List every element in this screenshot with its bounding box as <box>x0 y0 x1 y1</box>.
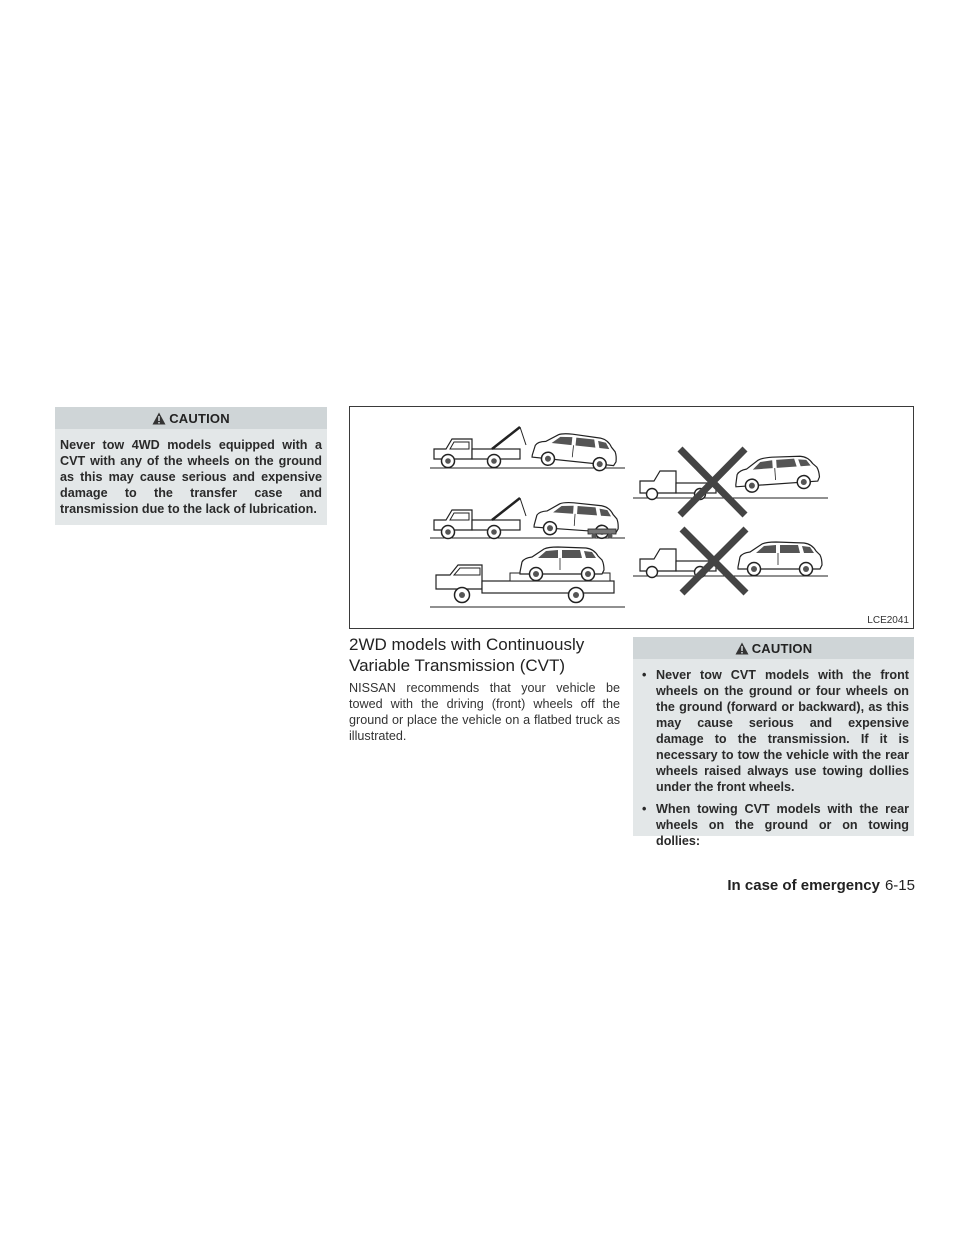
caution-header <box>55 407 327 429</box>
bullet-marker: • <box>642 802 647 816</box>
page-number: 6-15 <box>884 877 915 894</box>
list-item <box>638 667 909 795</box>
warning-icon <box>735 642 749 655</box>
warning-icon <box>152 412 166 425</box>
caution-header <box>633 637 914 659</box>
caution-text: Never tow 4WD models equipped with a CVT with any of the wheels on the ground as this may cause serious and expensive damage to the transfer case and transmission due to the lack of lubrication. <box>60 438 322 516</box>
caution-bullets <box>633 659 914 861</box>
list-item <box>638 801 909 849</box>
bullet-marker: • <box>642 668 647 682</box>
bullet-text: When towing CVT models with the rear wheels on the ground or on towing dollies: <box>656 802 909 848</box>
page-footer <box>727 877 915 894</box>
caution-box-cvt <box>633 637 914 848</box>
caution-box-4wd <box>55 407 327 525</box>
caution-title: CAUTION <box>751 640 813 656</box>
caution-title: CAUTION <box>169 410 230 426</box>
footer-section: In case of emergency <box>727 877 880 894</box>
figure-code: LCE2041 <box>867 615 909 626</box>
section-heading: 2WD models with Continuously Variable Transmission (CVT) <box>349 635 585 675</box>
towing-illustration <box>349 406 914 629</box>
bullet-text: Never tow CVT models with the front wheels on the ground or four wheels on the ground (forward or backward), as this may cause serious and expensive damage to the transmission. If it is necessary to tow the vehicle with the rear wheels raised always use towing dollies under the front wheels. <box>656 668 909 794</box>
towing-diagram <box>350 407 913 628</box>
section-paragraph: NISSAN recommends that your vehicle be towed with the driving (front) wheels off the ground or place the vehicle on a flatbed truck as illustrated. <box>349 681 620 743</box>
